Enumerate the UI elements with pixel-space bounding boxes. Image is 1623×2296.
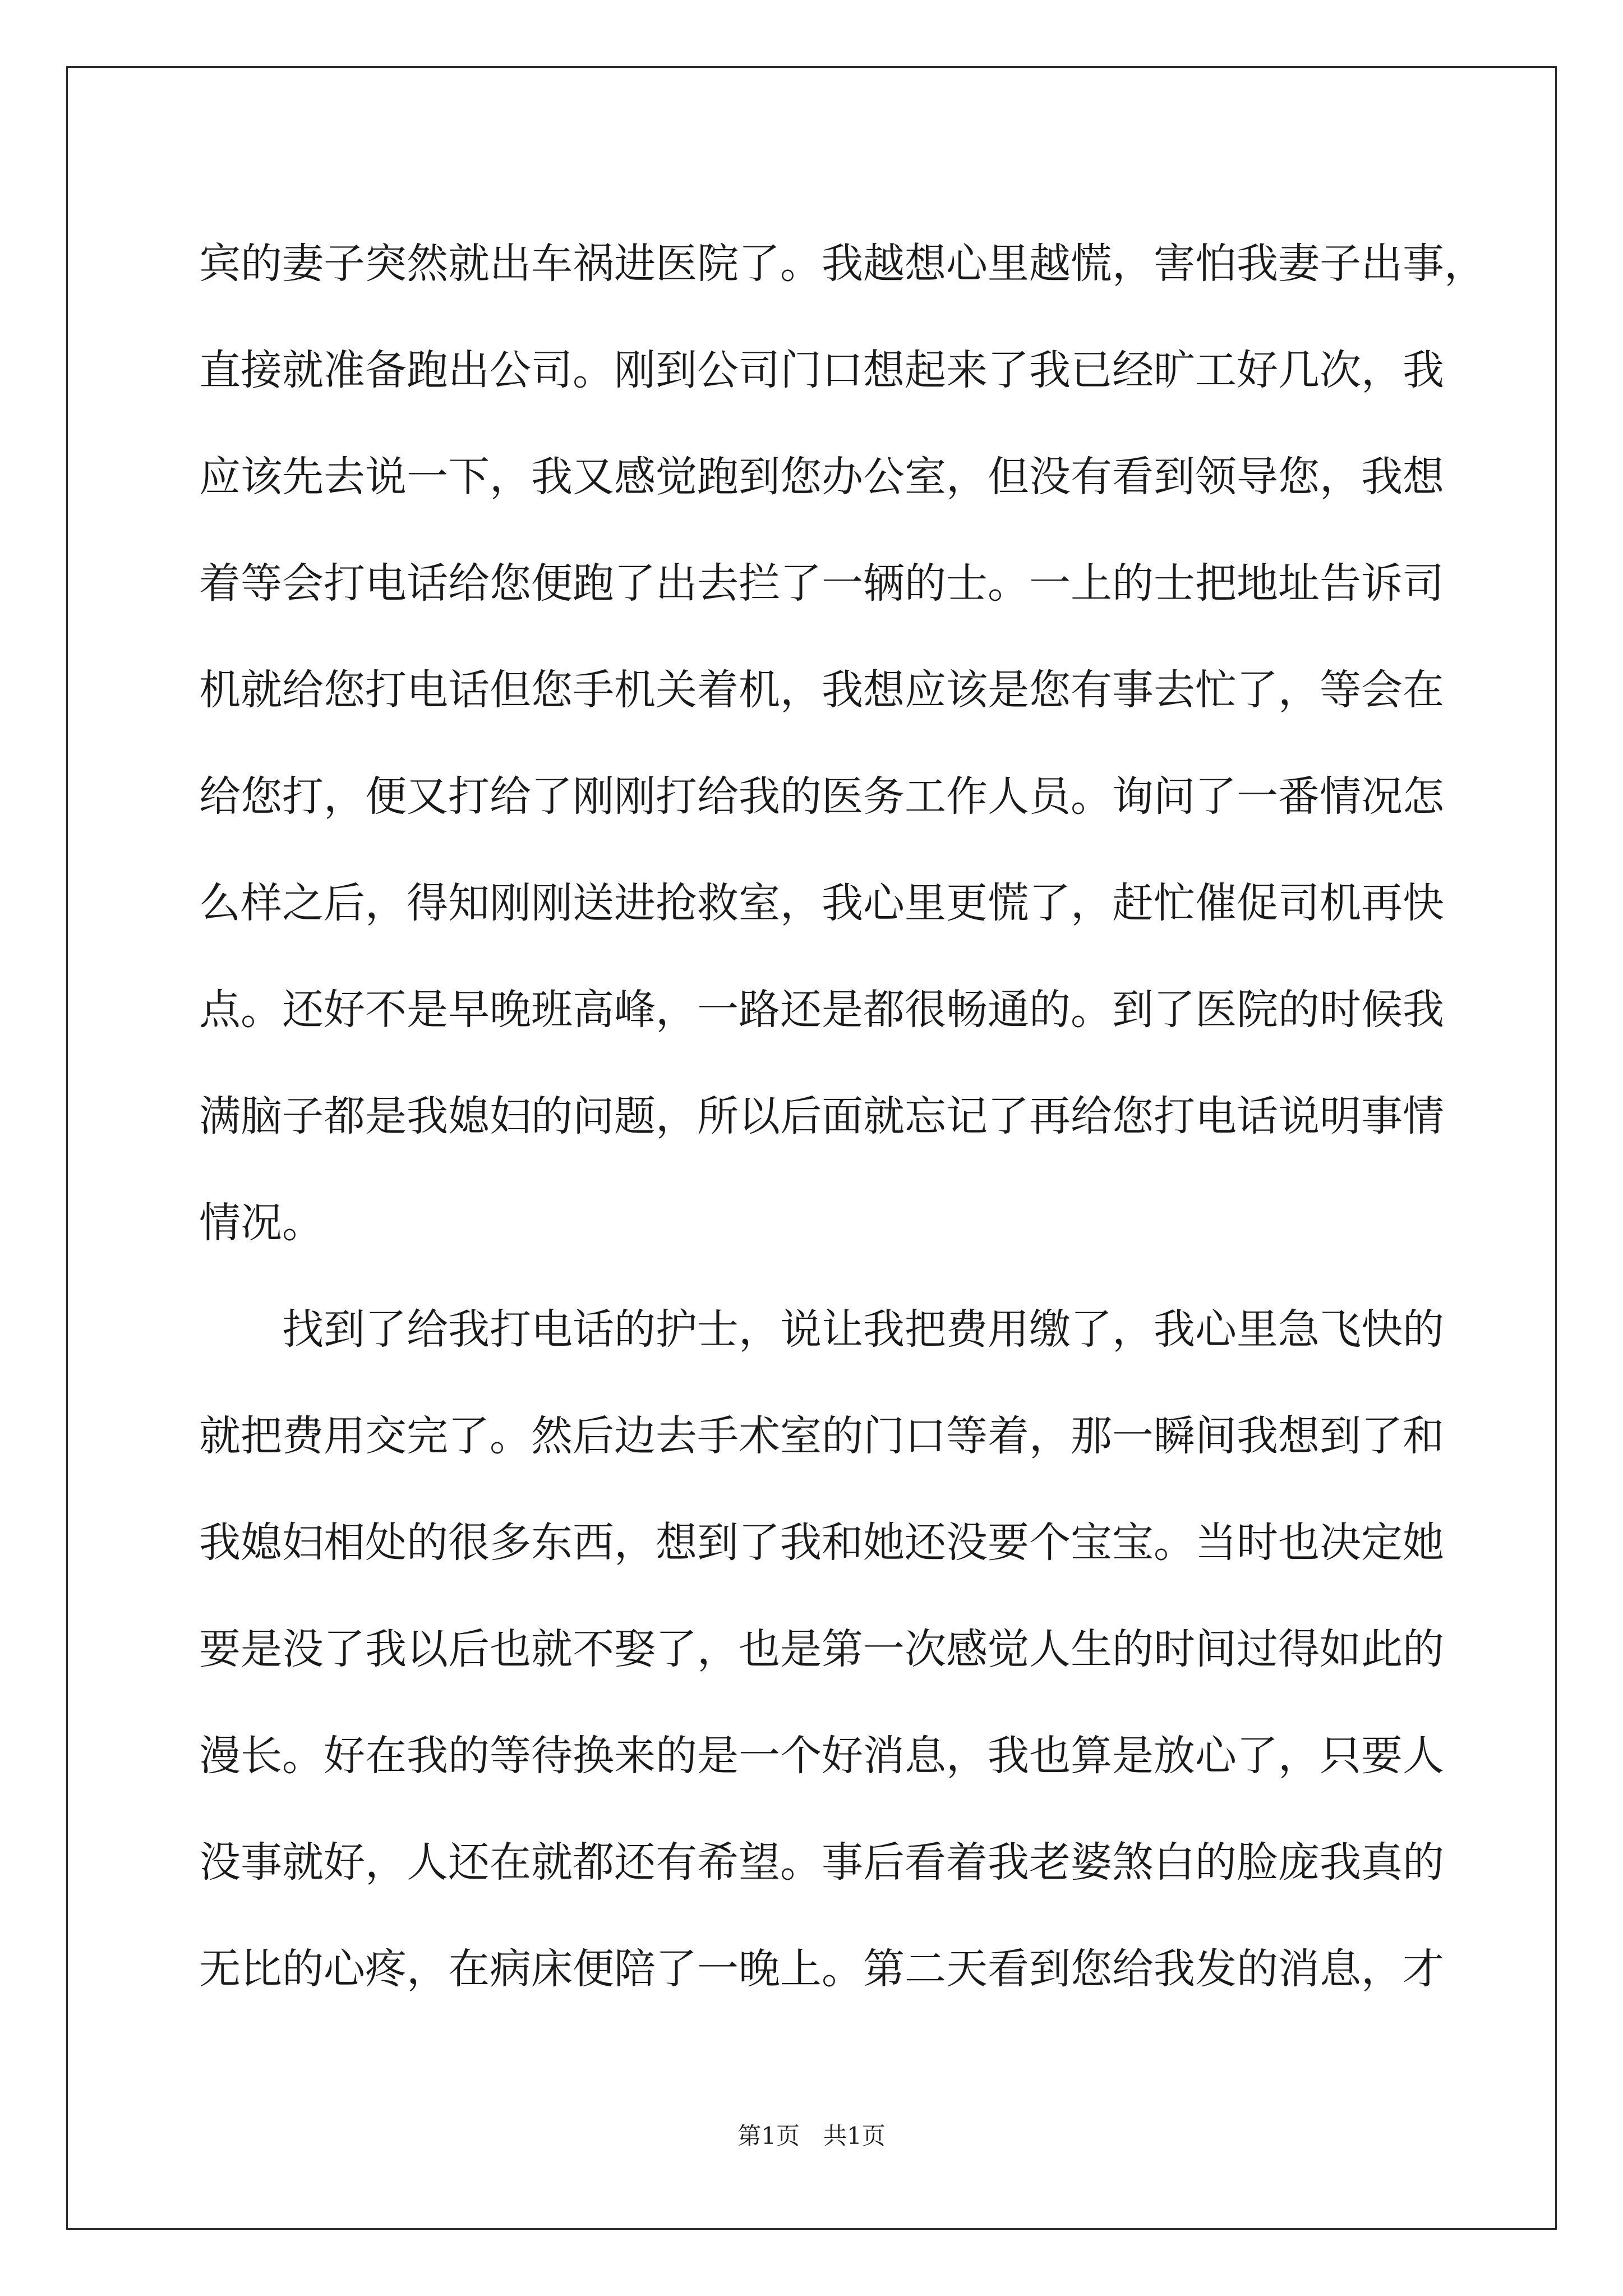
text-line: 宾的妻子突然就出车祸进医院了。我越想心里越慌，害怕我妻子出事， bbox=[199, 240, 1486, 288]
text-line: 给您打，便又打给了刚刚打给我的医务工作人员。询问了一番情况怎 bbox=[199, 772, 1444, 821]
text-line: 无比的心疼，在病床便陪了一晚上。第二天看到您给我发的消息，才 bbox=[199, 1945, 1444, 1993]
text-line: 机就给您打电话但您手机关着机，我想应该是您有事去忙了，等会在 bbox=[199, 666, 1444, 714]
text-line: 情况。 bbox=[199, 1199, 324, 1247]
text-line: 满脑子都是我媳妇的问题，所以后面就忘记了再给您打电话说明事情 bbox=[199, 1092, 1444, 1140]
text-line: 没事就好，人还在就都还有希望。事后看着我老婆煞白的脸庞我真的 bbox=[199, 1838, 1444, 1887]
text-line: 要是没了我以后也就不娶了，也是第一次感觉人生的时间过得如此的 bbox=[199, 1625, 1444, 1673]
document-body bbox=[199, 210, 1486, 2022]
text-line: 点。还好不是早晚班高峰，一路还是都很畅通的。到了医院的时候我 bbox=[199, 986, 1444, 1034]
text-line: 着等会打电话给您便跑了出去拦了一辆的士。一上的士把地址告诉司 bbox=[199, 559, 1444, 608]
text-line: 应该先去说一下，我又感觉跑到您办公室，但没有看到领导您，我想 bbox=[199, 453, 1444, 501]
text-line: 就把费用交完了。然后边去手术室的门口等着，那一瞬间我想到了和 bbox=[199, 1412, 1444, 1460]
text-line: 么样之后，得知刚刚送进抢救室，我心里更慌了，赶忙催促司机再快 bbox=[199, 879, 1444, 927]
paragraph-start-line: 找到了给我打电话的护士，说让我把费用缴了，我心里急飞快的 bbox=[282, 1305, 1444, 1354]
text-line: 漫长。好在我的等待换来的是一个好消息，我也算是放心了，只要人 bbox=[199, 1732, 1444, 1780]
page-footer: 第1页 共1页 bbox=[737, 2122, 886, 2150]
text-line: 直接就准备跑出公司。刚到公司门口想起来了我已经旷工好几次，我 bbox=[199, 346, 1444, 394]
text-line: 我媳妇相处的很多东西，想到了我和她还没要个宝宝。当时也决定她 bbox=[199, 1519, 1444, 1567]
